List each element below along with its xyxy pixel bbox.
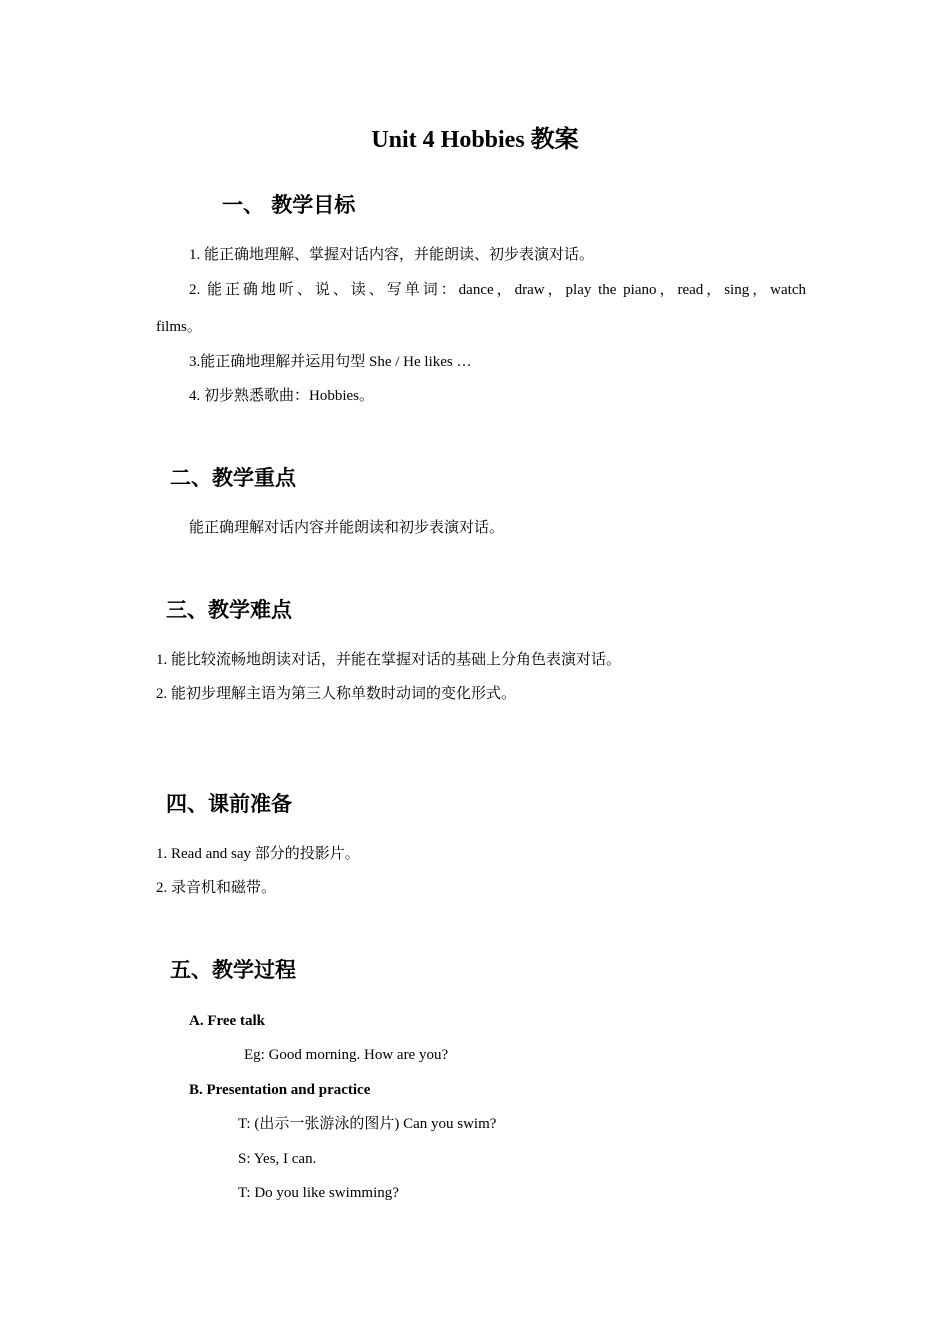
step-b-line-1: T: (出示一张游泳的图片) Can you swim? [238, 1116, 497, 1132]
step-a-heading: A. Free talk [189, 1013, 265, 1029]
difficulty-item-2: 2. 能初步理解主语为第三人称单数时动词的变化形式。 [156, 686, 517, 702]
objective-item-2-continued: films。 [156, 319, 202, 335]
objective-item-1: 1. 能正确地理解、掌握对话内容，并能朗读、初步表演对话。 [189, 247, 595, 263]
step-b-line-3: T: Do you like swimming? [238, 1185, 399, 1201]
step-b-line-2: S: Yes, I can. [238, 1151, 317, 1167]
preparation-item-2: 2. 录音机和磁带。 [156, 880, 277, 896]
step-a-line: Eg: Good morning. How are you? [244, 1047, 449, 1063]
key-points-text: 能正确理解对话内容并能朗读和初步表演对话。 [189, 520, 505, 536]
difficulty-item-1: 1. 能比较流畅地朗读对话，并能在掌握对话的基础上分角色表演对话。 [156, 652, 622, 668]
section-heading-preparation: 四、课前准备 [166, 792, 292, 816]
step-b-heading: B. Presentation and practice [189, 1082, 371, 1098]
section-heading-process: 五、教学过程 [170, 958, 296, 982]
section-heading-objectives: 一、 教学目标 [222, 193, 356, 217]
section-heading-difficulties: 三、教学难点 [166, 598, 292, 622]
objective-item-4: 4. 初步熟悉歌曲：Hobbies。 [189, 388, 374, 404]
preparation-item-1: 1. Read and say 部分的投影片。 [156, 846, 360, 862]
objective-item-3: 3.能正确地理解并运用句型 She / He likes … [189, 354, 472, 370]
objective-item-2: 2. 能正确地听、说、读、写单词：dance，draw，play the piano，read，sing，watch [189, 282, 806, 298]
section-heading-key-points: 二、教学重点 [170, 466, 296, 490]
page-title: Unit 4 Hobbies 教案 [371, 127, 579, 153]
